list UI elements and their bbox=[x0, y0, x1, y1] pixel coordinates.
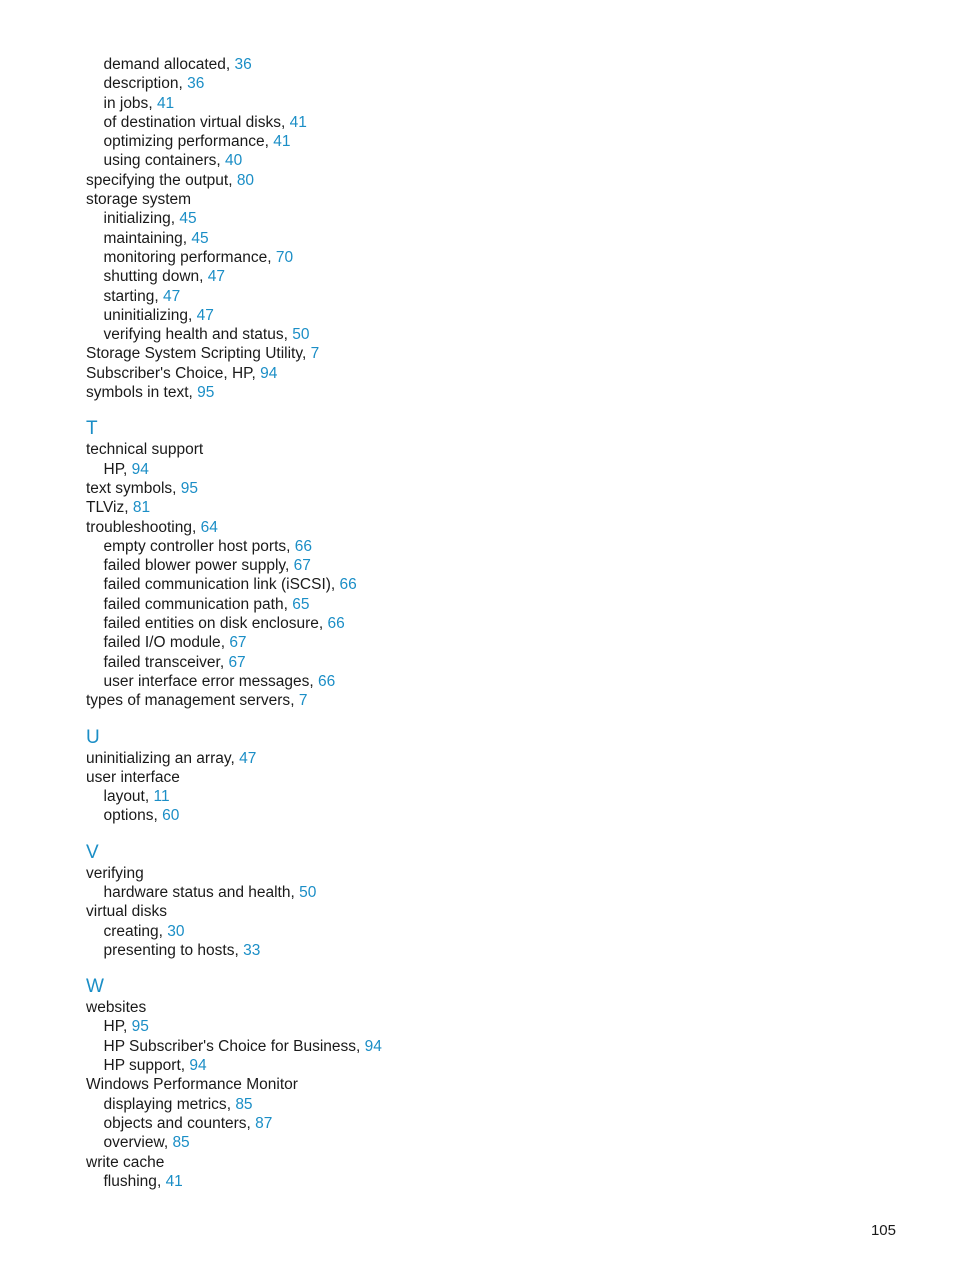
index-section-letter: W bbox=[86, 976, 104, 998]
index-term: optimizing performance bbox=[103, 133, 265, 151]
index-entry bbox=[86, 902, 786, 921]
index-subentry bbox=[86, 1172, 786, 1191]
index-page-link[interactable]: 66 bbox=[294, 537, 313, 555]
index-entry bbox=[86, 864, 786, 883]
index-page-link[interactable]: 67 bbox=[293, 557, 311, 575]
index-separator: , bbox=[187, 306, 197, 324]
index-page-link[interactable]: 50 bbox=[292, 326, 310, 344]
index-separator: , bbox=[170, 210, 180, 228]
index-separator: , bbox=[219, 653, 229, 671]
index-separator: , bbox=[220, 634, 230, 652]
index-term: presenting to hosts bbox=[103, 941, 235, 959]
index-term: monitoring performance bbox=[103, 248, 268, 266]
index-separator: , bbox=[267, 248, 276, 266]
index-subentry bbox=[86, 74, 786, 93]
index-page-link[interactable]: 40 bbox=[225, 152, 243, 170]
index-term: uninitializing an array bbox=[86, 749, 231, 767]
index-entry bbox=[86, 518, 786, 537]
index-subentry bbox=[86, 267, 786, 286]
index-separator: , bbox=[178, 75, 188, 93]
index-subentry bbox=[86, 941, 786, 960]
index-term: failed blower power supply bbox=[103, 557, 286, 575]
index-separator: , bbox=[188, 384, 198, 402]
index-subentry bbox=[86, 1017, 786, 1036]
index-page-link[interactable]: 47 bbox=[196, 306, 214, 324]
index-page-link[interactable]: 41 bbox=[273, 133, 291, 151]
index-subentry bbox=[86, 575, 786, 594]
index-page-link[interactable]: 67 bbox=[228, 653, 246, 671]
index-separator: , bbox=[318, 615, 328, 633]
index-term: of destination virtual disks bbox=[103, 113, 281, 131]
index-subentry bbox=[86, 229, 786, 248]
index-term: description bbox=[103, 75, 179, 93]
page-number: 105 bbox=[870, 1222, 896, 1239]
index-subentry bbox=[86, 113, 786, 132]
index-page-link[interactable]: 60 bbox=[162, 807, 180, 825]
index-page-link[interactable]: 65 bbox=[292, 595, 310, 613]
index-page-link[interactable]: 94 bbox=[131, 460, 149, 478]
index-term: failed communication link (iSCSI) bbox=[103, 576, 331, 594]
index-page-link[interactable]: 81 bbox=[132, 499, 151, 517]
index-page-link[interactable]: 87 bbox=[255, 1114, 273, 1132]
index-page-link[interactable]: 47 bbox=[162, 287, 181, 305]
index-page-link[interactable]: 7 bbox=[298, 692, 308, 710]
index-subentry bbox=[86, 1056, 786, 1075]
index-term: hardware status and health bbox=[103, 883, 291, 901]
index-term: objects and counters bbox=[103, 1114, 247, 1132]
index-page-link[interactable]: 85 bbox=[235, 1095, 253, 1113]
index-term: options bbox=[103, 807, 154, 825]
index-page-link[interactable]: 45 bbox=[179, 210, 197, 228]
index-page-link[interactable]: 36 bbox=[187, 75, 205, 93]
index-term: Windows Performance Monitor bbox=[86, 1076, 298, 1094]
index-separator: , bbox=[226, 1095, 236, 1113]
index-separator: , bbox=[180, 1057, 190, 1075]
index-page-link[interactable]: 80 bbox=[236, 171, 255, 189]
index-term: in jobs bbox=[103, 94, 149, 112]
index-term: maintaining bbox=[103, 229, 183, 247]
index-term: failed communication path bbox=[103, 595, 284, 613]
index-subentry bbox=[86, 653, 786, 672]
index-page-link[interactable]: 30 bbox=[167, 922, 185, 940]
index-subentry bbox=[86, 132, 786, 151]
index-separator: , bbox=[182, 229, 192, 247]
index-separator: , bbox=[264, 133, 274, 151]
index-term: initializing bbox=[103, 210, 171, 228]
index-separator: , bbox=[153, 807, 163, 825]
index-separator: , bbox=[301, 345, 311, 363]
index-separator: , bbox=[225, 56, 235, 73]
index-entry bbox=[86, 998, 786, 1017]
index-subentry bbox=[86, 672, 786, 691]
index-separator: , bbox=[228, 171, 237, 189]
index-term: HP Subscriber's Choice for Business bbox=[103, 1037, 357, 1055]
index-term: user interface error messages bbox=[103, 672, 310, 690]
index-subentry bbox=[86, 325, 786, 344]
index-separator: , bbox=[330, 576, 340, 594]
index-separator: , bbox=[309, 672, 319, 690]
index-term: types of management servers bbox=[86, 692, 291, 710]
index-separator: , bbox=[290, 883, 300, 901]
index-page-link[interactable]: 95 bbox=[131, 1018, 149, 1036]
index-separator: , bbox=[290, 692, 299, 710]
index-separator: , bbox=[148, 94, 157, 112]
index-page-link[interactable]: 94 bbox=[260, 364, 278, 382]
index-page-link[interactable]: 47 bbox=[207, 268, 226, 286]
index-term: verifying bbox=[86, 864, 144, 882]
index-separator: , bbox=[124, 499, 133, 517]
index-subentry bbox=[86, 94, 786, 113]
index-subentry bbox=[86, 614, 786, 633]
index-page-link[interactable]: 66 bbox=[339, 576, 357, 594]
index-section-letter: V bbox=[86, 841, 99, 863]
index-subentry bbox=[86, 883, 786, 902]
index-separator: , bbox=[192, 518, 201, 536]
index-page-link[interactable]: 67 bbox=[229, 634, 247, 652]
index-term: Subscriber's Choice, HP bbox=[86, 364, 252, 382]
index-entry bbox=[86, 440, 786, 459]
index-page-link[interactable]: 94 bbox=[189, 1057, 207, 1075]
index-term: uninitializing bbox=[103, 306, 188, 324]
index-term: Storage System Scripting Utility bbox=[86, 345, 302, 363]
index-subentry bbox=[86, 1095, 786, 1114]
index-term: shutting down bbox=[103, 268, 200, 286]
index-entry bbox=[86, 1153, 786, 1172]
index-separator: , bbox=[163, 1134, 173, 1152]
index-separator: , bbox=[246, 1114, 256, 1132]
index-term: flushing bbox=[103, 1172, 157, 1190]
index-subentry bbox=[86, 55, 786, 74]
index-subentry bbox=[86, 556, 786, 575]
index-page-link[interactable]: 33 bbox=[243, 941, 261, 959]
index-subentry bbox=[86, 248, 786, 267]
index-page-link[interactable]: 95 bbox=[197, 384, 215, 402]
index-page-link[interactable]: 11 bbox=[153, 788, 170, 806]
index-separator: , bbox=[356, 1037, 365, 1055]
index-separator: , bbox=[283, 326, 293, 344]
index-term: starting bbox=[103, 287, 155, 305]
index-page-link[interactable]: 85 bbox=[172, 1134, 190, 1152]
index-entry bbox=[86, 190, 786, 209]
index-page-link[interactable]: 41 bbox=[165, 1172, 183, 1190]
index-term: specifying the output bbox=[86, 171, 229, 189]
index-subentry bbox=[86, 806, 786, 825]
index-subentry bbox=[86, 1114, 786, 1133]
index-subentry bbox=[86, 1133, 786, 1152]
index-separator: , bbox=[199, 268, 208, 286]
index-term: HP bbox=[103, 460, 124, 478]
index-term: failed entities on disk enclosure bbox=[103, 615, 319, 633]
index-entry bbox=[86, 364, 786, 383]
index-separator: , bbox=[216, 152, 225, 170]
index-term: storage system bbox=[86, 191, 192, 209]
index-separator: , bbox=[285, 557, 294, 575]
index-term: write cache bbox=[86, 1153, 165, 1171]
index-page-link[interactable]: 7 bbox=[310, 345, 320, 363]
index-page-link[interactable]: 95 bbox=[180, 479, 199, 497]
index-separator: , bbox=[251, 364, 261, 382]
index-subentry bbox=[86, 306, 786, 325]
index-term: virtual disks bbox=[86, 903, 167, 921]
index-separator: , bbox=[280, 113, 290, 131]
index-page-link[interactable]: 66 bbox=[318, 672, 336, 690]
index-separator: , bbox=[154, 287, 163, 305]
index-list bbox=[86, 55, 786, 1191]
index-term: websites bbox=[86, 999, 147, 1017]
index-entry bbox=[86, 479, 786, 498]
index-entry bbox=[86, 383, 786, 402]
index-term: troubleshooting bbox=[86, 518, 192, 536]
index-section-letter: T bbox=[86, 418, 98, 440]
index-term: demand allocated bbox=[103, 56, 226, 73]
index-section-letter: U bbox=[86, 726, 100, 748]
index-term: overview bbox=[103, 1134, 164, 1152]
index-subentry bbox=[86, 460, 786, 479]
index-subentry bbox=[86, 1037, 786, 1056]
index-entry bbox=[86, 768, 786, 787]
index-separator: , bbox=[123, 460, 132, 478]
index-separator: , bbox=[144, 788, 154, 806]
index-entry bbox=[86, 498, 786, 517]
index-subentry bbox=[86, 595, 786, 614]
index-page-link[interactable]: 45 bbox=[191, 229, 209, 247]
index-page-link[interactable]: 47 bbox=[239, 749, 257, 767]
index-subentry bbox=[86, 922, 786, 941]
index-term: HP bbox=[103, 1018, 124, 1036]
index-separator: , bbox=[172, 479, 181, 497]
index-subentry bbox=[86, 287, 786, 306]
index-separator: , bbox=[283, 595, 293, 613]
index-term: layout bbox=[103, 788, 145, 806]
index-separator: , bbox=[123, 1018, 132, 1036]
index-page-link[interactable]: 94 bbox=[364, 1037, 382, 1055]
index-page-link[interactable]: 64 bbox=[200, 518, 218, 536]
index-page-link[interactable]: 36 bbox=[234, 56, 252, 73]
index-entry bbox=[86, 171, 786, 190]
index-term: HP support bbox=[103, 1057, 181, 1075]
index-term: displaying metrics bbox=[103, 1095, 227, 1113]
index-page-link[interactable]: 50 bbox=[299, 883, 317, 901]
index-page-link[interactable]: 41 bbox=[289, 113, 307, 131]
index-page-link[interactable]: 41 bbox=[156, 94, 175, 112]
index-term: verifying health and status bbox=[103, 326, 284, 344]
index-subentry bbox=[86, 787, 786, 806]
index-term: creating bbox=[103, 922, 159, 940]
index-subentry bbox=[86, 209, 786, 228]
index-subentry bbox=[86, 537, 786, 556]
index-page-link[interactable]: 70 bbox=[275, 248, 294, 266]
index-term: using containers bbox=[103, 152, 217, 170]
index-separator: , bbox=[158, 922, 168, 940]
index-separator: , bbox=[286, 537, 295, 555]
index-term: failed I/O module bbox=[103, 634, 221, 652]
index-entry bbox=[86, 1075, 786, 1094]
index-page-link[interactable]: 66 bbox=[327, 615, 345, 633]
index-separator: , bbox=[230, 749, 240, 767]
index-term: failed transceiver bbox=[103, 653, 220, 671]
index-entry bbox=[86, 749, 786, 768]
index-term: symbols in text bbox=[86, 384, 189, 402]
index-subentry bbox=[86, 633, 786, 652]
index-separator: , bbox=[234, 941, 244, 959]
index-entry bbox=[86, 344, 786, 363]
index-term: TLViz bbox=[86, 499, 125, 517]
index-term: empty controller host ports bbox=[103, 537, 287, 555]
index-entry bbox=[86, 691, 786, 710]
index-term: text symbols bbox=[86, 479, 173, 497]
index-term: user interface bbox=[86, 768, 180, 786]
index-term: technical support bbox=[86, 441, 204, 459]
index-separator: , bbox=[156, 1172, 166, 1190]
index-subentry bbox=[86, 151, 786, 170]
